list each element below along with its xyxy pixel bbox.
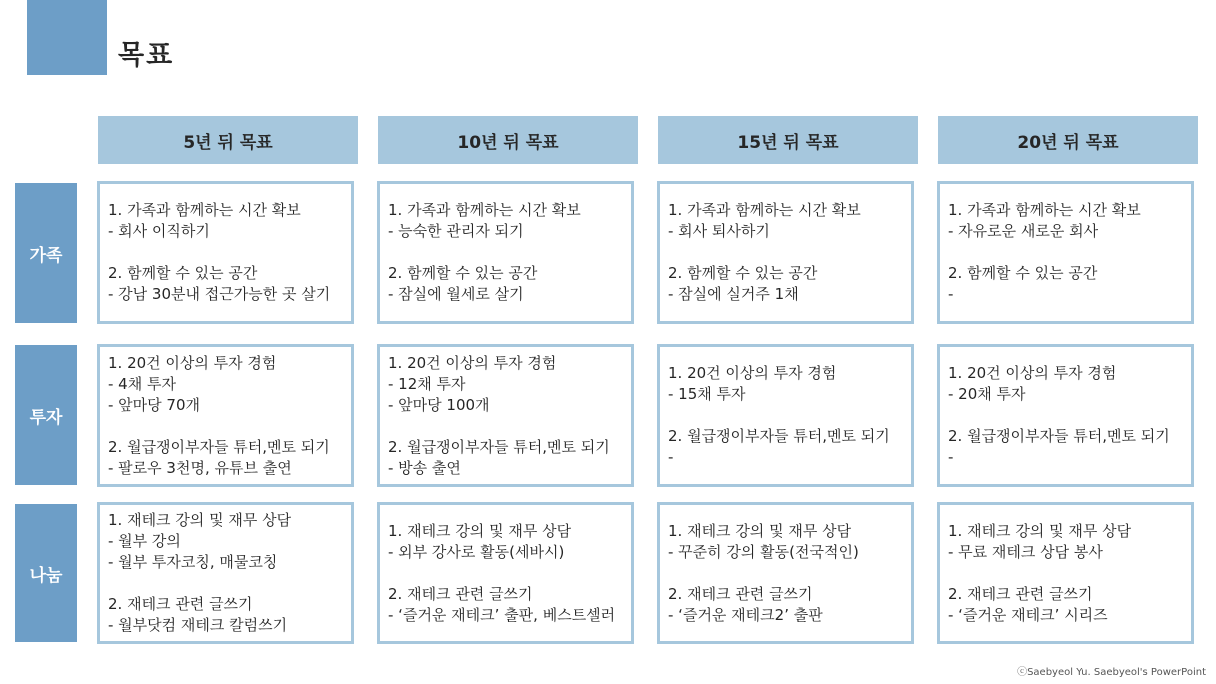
- goal-detail: - 외부 강사로 활동(세바시): [388, 542, 565, 561]
- goal-heading: 1. 가족과 함께하는 시간 확보: [668, 201, 861, 219]
- goal-detail: - 월부닷컴 재테크 칼럼쓰기: [108, 616, 288, 634]
- spacer: [388, 563, 623, 584]
- row-label-family: 가족: [15, 183, 77, 323]
- goal-detail: - 무료 재테크 상담 봉사: [948, 542, 1103, 561]
- goal-detail: - 강남 30분내 접근가능한 곳 살기: [108, 285, 331, 303]
- spacer: [948, 242, 1183, 263]
- goal-detail: - 자유로운 새로운 회사: [948, 222, 1099, 240]
- goal-detail: - 회사 퇴사하기: [668, 222, 770, 240]
- goal-cell: [657, 181, 914, 324]
- goal-heading: 2. 함께할 수 있는 공간: [388, 264, 538, 282]
- goal-heading: 2. 월급쟁이부자들 튜터,멘토 되기: [108, 437, 330, 456]
- goal-cell: [657, 344, 914, 487]
- goal-heading: 2. 월급쟁이부자들 튜터,멘토 되기: [388, 437, 610, 456]
- goal-cell: [937, 502, 1194, 644]
- spacer: [948, 405, 1183, 426]
- goal-detail: - 4채 투자: [108, 374, 176, 393]
- title-accent-block: [27, 0, 107, 75]
- goal-cell: [937, 344, 1194, 487]
- goal-cell: [377, 181, 634, 324]
- spacer: [668, 405, 903, 426]
- goal-detail: - ‘즐거운 재테크2’ 출판: [668, 605, 823, 624]
- copyright-credit: ⓒSaebyeol Yu. Saebyeol's PowerPoint: [1017, 667, 1206, 678]
- row-label-investment: 투자: [15, 345, 77, 485]
- spacer: [108, 416, 343, 437]
- goal-cell: [377, 344, 634, 487]
- goal-heading: 2. 월급쟁이부자들 튜터,멘토 되기: [948, 427, 1170, 445]
- goal-detail: - 월부 강의: [108, 532, 181, 550]
- page-title: 목표: [118, 40, 175, 71]
- goal-heading: 2. 월급쟁이부자들 튜터,멘토 되기: [668, 427, 890, 445]
- goal-detail: - 잠실에 실거주 1채: [668, 285, 799, 303]
- goal-heading: 2. 재테크 관련 글쓰기: [668, 584, 813, 603]
- spacer: [668, 242, 903, 263]
- goal-heading: 1. 가족과 함께하는 시간 확보: [948, 201, 1141, 219]
- goal-detail: - 앞마당 100개: [388, 395, 490, 414]
- goal-cell: [657, 502, 914, 644]
- goal-detail: - 회사 이직하기: [108, 222, 210, 240]
- goal-detail: - 잠실에 월세로 살기: [388, 285, 524, 303]
- goal-detail: - ‘즐거운 재테크’ 시리즈: [948, 605, 1108, 624]
- goal-detail: - 팔로우 3천명, 유튜브 출연: [108, 458, 292, 477]
- goal-detail: -: [948, 448, 954, 466]
- goal-detail: - 능숙한 관리자 되기: [388, 222, 524, 240]
- spacer: [948, 563, 1183, 584]
- goal-heading: 1. 가족과 함께하는 시간 확보: [108, 201, 301, 219]
- column-header-5y: 5년 뒤 목표: [98, 116, 358, 164]
- goal-heading: 1. 20건 이상의 투자 경험: [108, 353, 277, 372]
- goal-heading: 1. 20건 이상의 투자 경험: [388, 353, 557, 372]
- goal-cell: [97, 344, 354, 487]
- column-header-10y: 10년 뒤 목표: [378, 116, 638, 164]
- goal-heading: 1. 재테크 강의 및 재무 상담: [388, 521, 572, 540]
- goal-heading: 2. 함께할 수 있는 공간: [668, 264, 818, 282]
- goal-heading: 1. 재테크 강의 및 재무 상담: [108, 511, 292, 529]
- goal-detail: - 방송 출연: [388, 458, 461, 477]
- spacer: [388, 416, 623, 437]
- goal-cell: [97, 181, 354, 324]
- spacer: [108, 242, 343, 263]
- goal-detail: - ‘즐거운 재테크’ 출판, 베스트셀러: [388, 605, 616, 624]
- goal-cell: [377, 502, 634, 644]
- goal-heading: 2. 재테크 관련 글쓰기: [948, 584, 1093, 603]
- goal-heading: 1. 20건 이상의 투자 경험: [668, 364, 837, 382]
- goal-heading: 2. 함께할 수 있는 공간: [108, 264, 258, 282]
- goal-heading: 2. 함께할 수 있는 공간: [948, 264, 1098, 282]
- goal-detail: -: [948, 285, 954, 303]
- goal-heading: 2. 재테크 관련 글쓰기: [388, 584, 533, 603]
- goal-detail: - 월부 투자코칭, 매물코칭: [108, 553, 278, 571]
- goal-detail: - 15채 투자: [668, 385, 746, 403]
- goal-heading: 1. 재테크 강의 및 재무 상담: [948, 521, 1132, 540]
- goal-detail: - 12채 투자: [388, 374, 466, 393]
- column-header-20y: 20년 뒤 목표: [938, 116, 1198, 164]
- spacer: [668, 563, 903, 584]
- goal-heading: 1. 가족과 함께하는 시간 확보: [388, 201, 581, 219]
- goal-heading: 1. 20건 이상의 투자 경험: [948, 364, 1117, 382]
- spacer: [388, 242, 623, 263]
- spacer: [108, 573, 343, 594]
- goal-detail: - 꾸준히 강의 활동(전국적인): [668, 542, 859, 561]
- goal-heading: 2. 재테크 관련 글쓰기: [108, 595, 253, 613]
- goal-detail: - 앞마당 70개: [108, 395, 200, 414]
- goal-heading: 1. 재테크 강의 및 재무 상담: [668, 521, 852, 540]
- column-header-15y: 15년 뒤 목표: [658, 116, 918, 164]
- goal-detail: -: [668, 448, 674, 466]
- goal-cell: [97, 502, 354, 644]
- goal-cell: [937, 181, 1194, 324]
- row-label-sharing: 나눔: [15, 504, 77, 642]
- goal-detail: - 20채 투자: [948, 385, 1026, 403]
